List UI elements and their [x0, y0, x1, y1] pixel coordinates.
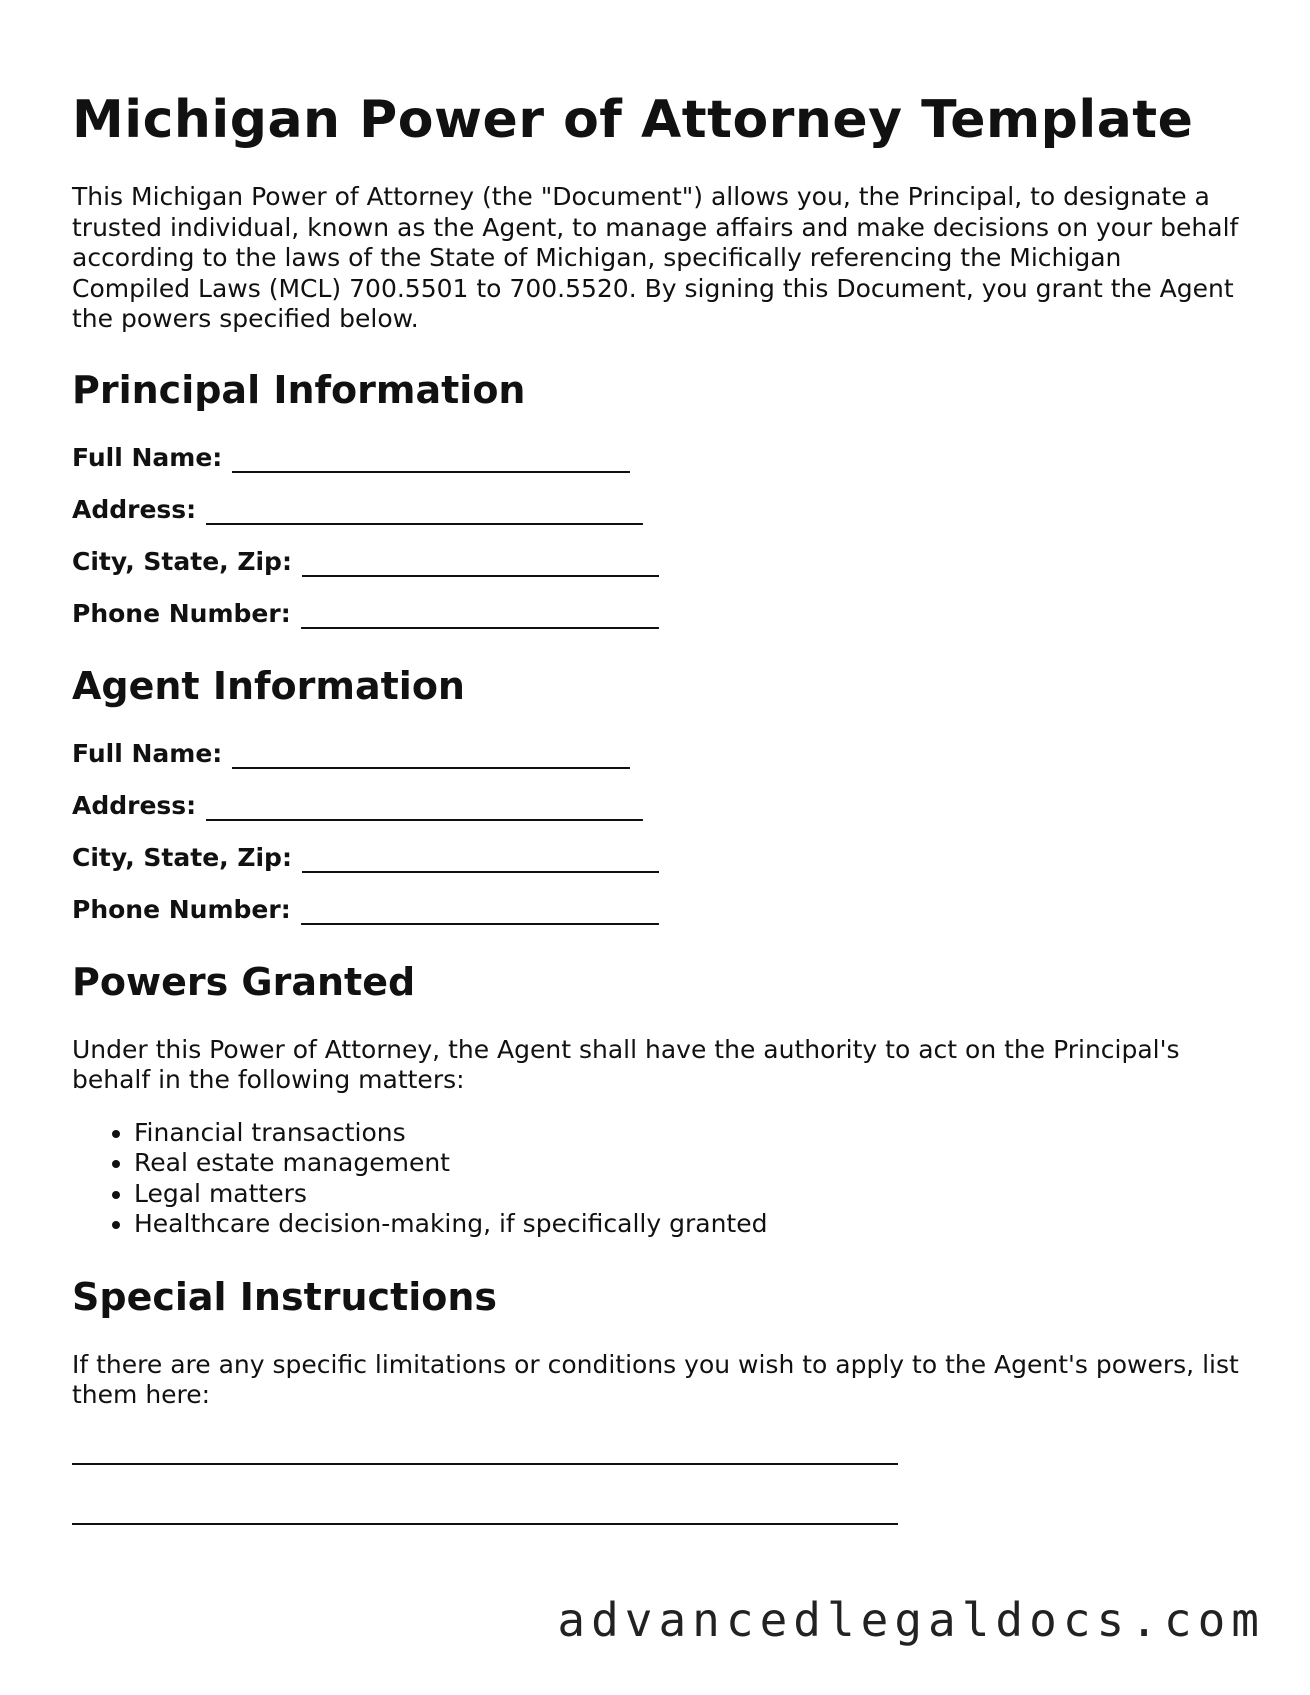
agent-city-state-zip-field[interactable]	[72, 843, 1242, 873]
field-label: Phone Number:	[72, 598, 291, 628]
list-item: • Real estate management	[134, 1148, 1242, 1179]
agent-address-field[interactable]	[72, 791, 1242, 821]
watermark-text: advancedlegaldocs.com	[557, 1593, 1265, 1647]
special-instructions-heading: Special Instructions	[72, 1274, 498, 1319]
document-title: Michigan Power of Attorney Template	[72, 90, 1194, 150]
instructions-blank-line[interactable]	[72, 1463, 898, 1465]
special-instructions-paragraph: If there are any specific limitations or conditions you wish to apply to the Agent's powers, list them here:	[72, 1349, 1239, 1409]
principal-full-name-field[interactable]	[72, 443, 1242, 473]
agent-full-name-field[interactable]	[72, 739, 1242, 769]
blank-line[interactable]	[302, 847, 659, 873]
powers-list	[72, 1118, 1242, 1240]
principal-address-field[interactable]	[72, 495, 1242, 525]
blank-line[interactable]	[232, 447, 630, 473]
list-item: • Financial transactions	[134, 1118, 1242, 1149]
blank-line[interactable]	[301, 603, 659, 629]
principal-heading: Principal Information	[72, 367, 526, 412]
field-label: City, State, Zip:	[72, 842, 292, 872]
blank-line[interactable]	[301, 899, 659, 925]
blank-line[interactable]	[206, 795, 643, 821]
intro-paragraph: This Michigan Power of Attorney (the "Document") allows you, the Principal, to designate a trusted individual, known as the Agent, to manage affairs and make decisions on your behalf according to the laws of the State of Michigan, specifically referencing the Michigan Compiled Laws (MCL) 700.5501 to 700.5520. By signing this Document, you grant the Agent the powers specified below.	[72, 182, 1239, 333]
field-label: Address:	[72, 494, 197, 524]
field-label: Full Name:	[72, 442, 223, 472]
powers-heading: Powers Granted	[72, 959, 416, 1004]
blank-line[interactable]	[302, 551, 659, 577]
blank-line[interactable]	[206, 499, 643, 525]
field-label: Full Name:	[72, 738, 223, 768]
blank-line[interactable]	[232, 743, 630, 769]
agent-heading: Agent Information	[72, 663, 465, 708]
powers-paragraph: Under this Power of Attorney, the Agent shall have the authority to act on the Principal's behalf in the following matters:	[72, 1034, 1180, 1094]
list-item: • Healthcare decision-making, if specifically granted	[134, 1209, 1242, 1240]
field-label: Address:	[72, 790, 197, 820]
principal-phone-field[interactable]	[72, 599, 1242, 629]
field-label: City, State, Zip:	[72, 546, 292, 576]
principal-city-state-zip-field[interactable]	[72, 547, 1242, 577]
agent-phone-field[interactable]	[72, 895, 1242, 925]
document-page	[72, 88, 1242, 1525]
field-label: Phone Number:	[72, 894, 291, 924]
instructions-blank-line[interactable]	[72, 1523, 898, 1525]
list-item: • Legal matters	[134, 1179, 1242, 1210]
